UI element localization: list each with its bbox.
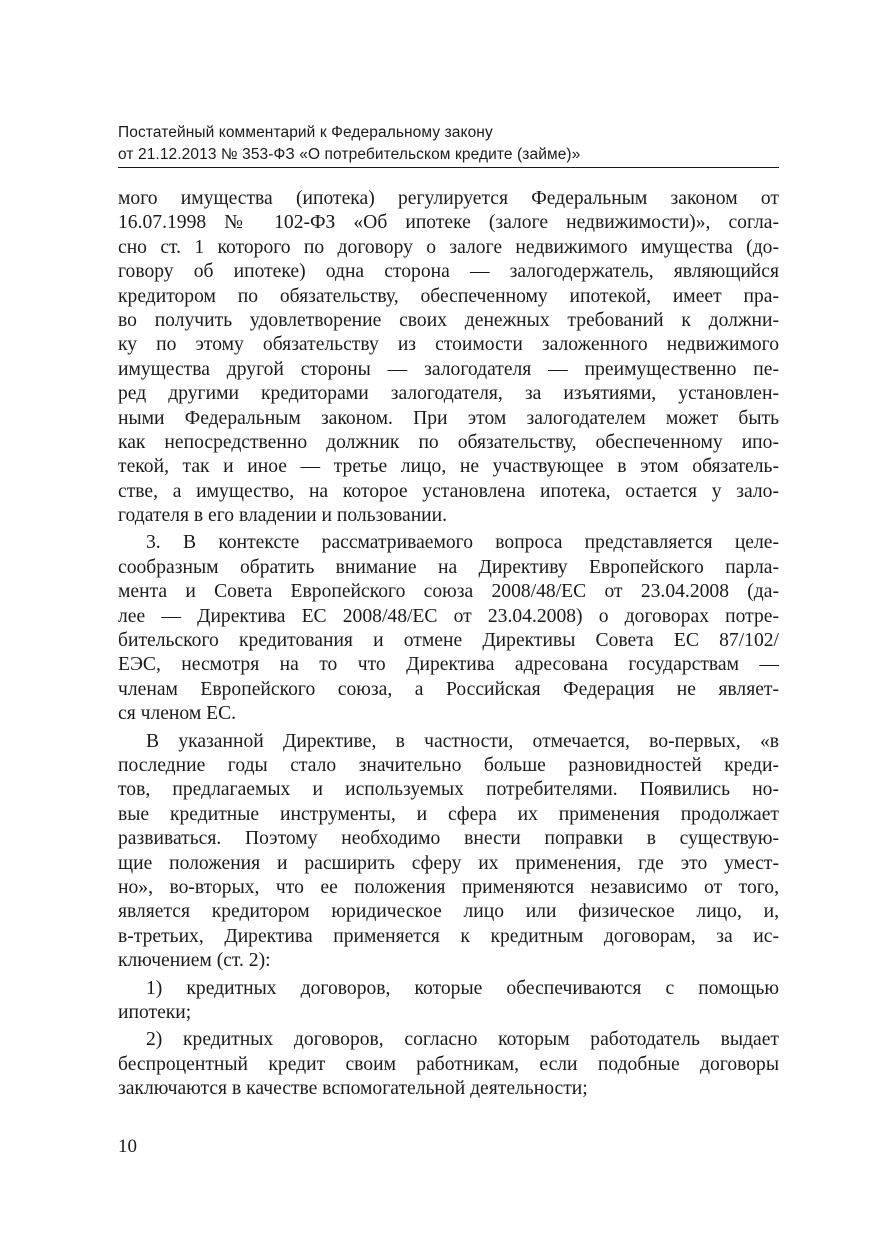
text-line: 16.07.1998 № 102-ФЗ «Об ипотеке (залоге недвижимости)», согла-: [118, 212, 779, 234]
paragraph: [118, 531, 779, 726]
header-divider: [118, 167, 779, 168]
paragraph: [118, 977, 779, 1026]
text-line: развиваться. Поэтому необходимо внести поправки в существую-: [118, 828, 779, 850]
text-line: заключаются в качестве вспомогательной деятельности;: [118, 1078, 588, 1100]
page-number: 10: [118, 1136, 137, 1157]
text-line: ипотеки;: [118, 1001, 192, 1023]
text-line: ку по этому обязательству из стоимости заложенного недвижимого: [118, 334, 779, 356]
text-line: ся членом ЕС.: [118, 703, 237, 725]
text-line: 1) кредитных договоров, которые обеспечиваются с помощью: [146, 977, 779, 999]
text-line: кредитором по обязательству, обеспеченному ипотекой, имеет пра-: [118, 285, 779, 307]
paragraph: [118, 1028, 779, 1101]
running-header-line-1: Постатейный комментарий к Федеральному закону: [118, 124, 493, 141]
text-line: вые кредитные инструменты, и сфера их применения продолжает: [118, 803, 779, 825]
text-line: лее — Директива ЕС 2008/48/ЕС от 23.04.2008) о договорах потре-: [118, 605, 779, 627]
text-line: имущества другой стороны — залогодателя — преимущественно пе-: [118, 358, 779, 380]
text-line: ЕЭС, несмотря на то что Директива адресована государствам —: [118, 654, 779, 676]
text-line: сно ст. 1 которого по договору о залоге недвижимого имущества (до-: [118, 236, 779, 258]
text-line: ред другими кредиторами залогодателя, за изъятиями, установлен-: [118, 383, 779, 405]
running-header-line-2: от 21.12.2013 № 353-ФЗ «О потребительском кредите (займе)»: [118, 146, 581, 163]
text-line: членам Европейского союза, а Российская Федерация не являет-: [118, 678, 779, 700]
text-line: 2) кредитных договоров, согласно которым работодатель выдает: [146, 1029, 779, 1051]
text-line: тов, предлагаемых и используемых потребителями. Появились но-: [118, 779, 779, 801]
text-line: годателя в его владении и пользовании.: [118, 505, 448, 527]
text-line: в-третьих, Директива применяется к кредитным договорам, за ис-: [118, 925, 779, 947]
text-line: является кредитором юридическое лицо или физическое лицо, и,: [118, 901, 779, 923]
text-line: сообразным обратить внимание на Директиву Европейского парла-: [118, 556, 779, 578]
text-line: как непосредственно должник по обязательству, обеспеченному ипо-: [118, 431, 779, 453]
text-line: 3. В контексте рассматриваемого вопроса представляется целе-: [146, 532, 779, 554]
text-line: последние годы стало значительно больше разновидностей креди-: [118, 754, 779, 776]
running-header: [118, 122, 779, 166]
text-line: беспроцентный кредит своим работникам, если подобные договоры: [118, 1053, 779, 1075]
text-line: стве, а имущество, на которое установлена ипотека, остается у зало-: [118, 480, 779, 502]
text-line: ными Федеральным законом. При этом залогодателем может быть: [118, 407, 779, 429]
text-line: но», во-вторых, что ее положения применяются независимо от того,: [118, 876, 779, 898]
text-line: щие положения и расширить сферу их применения, где это умест-: [118, 852, 779, 874]
text-line: В указанной Директиве, в частности, отмечается, во-первых, «в: [146, 730, 779, 752]
text-line: бительского кредитования и отмене Директивы Совета ЕС 87/102/: [118, 630, 779, 652]
paragraph: [118, 187, 779, 528]
paragraph: [118, 730, 779, 974]
text-line: мента и Совета Европейского союза 2008/48/ЕС от 23.04.2008 (да-: [118, 581, 779, 603]
text-line: текой, так и иное — третье лицо, не участвующее в этом обязатель-: [118, 456, 779, 478]
body-text: [118, 187, 779, 1104]
text-line: во получить удовлетворение своих денежных требований к должни-: [118, 309, 779, 331]
text-line: мого имущества (ипотека) регулируется Федеральным законом от: [118, 188, 779, 209]
text-line: говору об ипотеке) одна сторона — залогодержатель, являющийся: [118, 261, 779, 283]
text-line: ключением (ст. 2):: [118, 950, 271, 972]
